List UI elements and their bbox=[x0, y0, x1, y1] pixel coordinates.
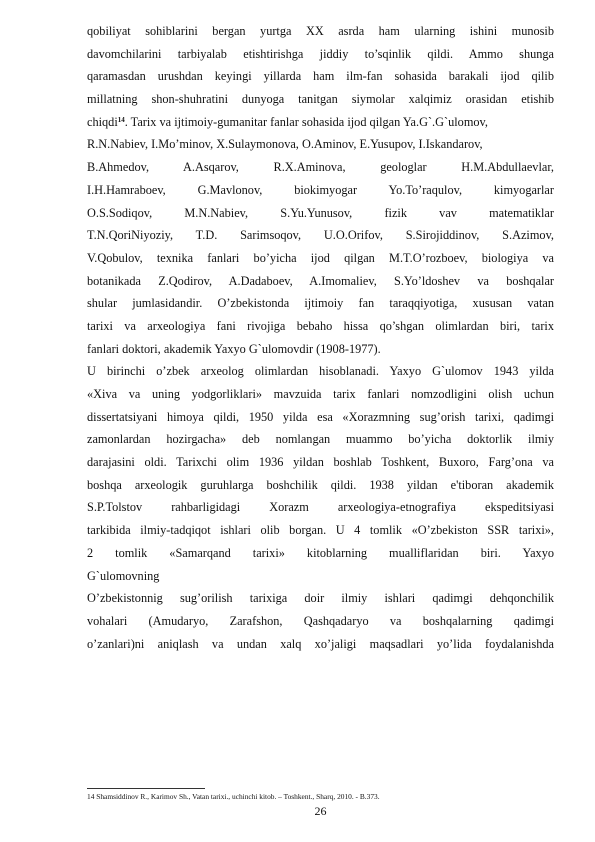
text-line: O’zbekistonnig sug’orilish tarixiga doir ilmiy ishlari qadimgi dehqonchilik bbox=[87, 591, 554, 606]
footnote-marker: 14 bbox=[117, 115, 125, 124]
text-line: G`ulomovning bbox=[87, 568, 160, 583]
text-line: dissertatsiyani himoya qildi, 1950 yilda esa «Xorazmning sug’orish tarixi, qadimgi bbox=[87, 409, 554, 424]
text-line: fanlari doktori, akademik Yaxyo G`ulomovdir (1908-1977). bbox=[87, 341, 381, 356]
text-line: B.Ahmedov, A.Asqarov, R.X.Aminova, geologlar H.M.Abdullaevlar, bbox=[87, 160, 554, 175]
text-line: tarixi va arxeologiya fani rivojiga bebaho hissa qo’shgan olimlardan biri, tarix bbox=[87, 318, 554, 333]
text-line: zamonlardan hozirgacha» deb nomlangan muammo bo’yicha doktorlik ilmiy bbox=[87, 432, 554, 447]
page-number: 26 bbox=[314, 804, 327, 818]
document-body bbox=[87, 20, 554, 655]
text-line: U birinchi o’zbek arxeolog olimlardan hisoblanadi. Yaxyo G`ulomov 1943 yilda bbox=[87, 364, 554, 379]
text-line-with-footnote bbox=[87, 111, 554, 134]
text-line: T.N.QoriNiyoziy, T.D. Sarimsoqov, U.O.Orifov, S.Sirojiddinov, S.Azimov, bbox=[87, 228, 554, 243]
text-line: vohalari (Amudaryo, Zarafshon, Qashqadaryo va boshqalarning qadimgi bbox=[87, 613, 554, 628]
text-line: «Xiva va uning yodgorliklari» mavzuida tarix fanlari nomzodligini olish uchun bbox=[87, 387, 554, 401]
text-line: qobiliyat sohiblarini bergan yurtga XX asrda ham ularning ishini munosib bbox=[87, 24, 554, 38]
text-line: S.P.Tolstov rahbarligidagi Xorazm arxeologiya-etnografiya ekspeditsiyasi bbox=[87, 500, 554, 515]
text-line: o’zanlari)ni aniqlash va undan xalq xo’jaligi maqsadlari yo’lida foydalanishda bbox=[87, 636, 554, 651]
text-fragment: . Tarix va ijtimoiy-gumanitar fanlar sohasida ijod qilgan Ya.G`.G`ulomov, bbox=[124, 114, 488, 129]
text-line: qaramasdan urushdan keyingi yillarda ham ilm-fan sohasida barakali ijod qilib bbox=[87, 69, 554, 84]
text-line: millatning shon-shuhratini dunyoga tanitgan siymolar xalqimiz orasidan etishib bbox=[87, 92, 554, 107]
footnote: 14 Shamsiddinov R., Karimov Sh., Vatan tarixi., uchinchi kitob. – Toshkent., Sharq, 2010. - B.373. bbox=[87, 792, 380, 801]
text-line: R.N.Nabiev, I.Mo’minov, X.Sulaymonova, O.Aminov, E.Yusupov, I.Iskandarov, bbox=[87, 137, 483, 152]
text-line: O.S.Sodiqov, M.N.Nabiev, S.Yu.Yunusov, fizik vav matematiklar bbox=[87, 205, 554, 220]
text-line: boshqa arxeologik guruhlarga boshchilik qildi. 1938 yildan e'tiboran akademik bbox=[87, 477, 554, 492]
text-line: shular jumlasidandir. O’zbekistonda ijtimoiy fan taraqqiyotiga, xususan vatan bbox=[87, 296, 554, 311]
text-fragment: chiqdi bbox=[87, 114, 118, 129]
text-line: davomchilarini tarbiyalab etishtirishga jiddiy to’sqinlik qildi. Ammo shunga bbox=[87, 46, 554, 61]
footnote-divider bbox=[87, 788, 205, 789]
text-line: I.H.Hamraboev, G.Mavlonov, biokimyogar Yo.To’raqulov, kimyogarlar bbox=[87, 182, 554, 197]
text-line: tarkibida ilmiy-tadqiqot ishlari olib borgan. U 4 tomlik «O’zbekiston SSR tarixi», bbox=[87, 523, 554, 538]
text-line: 2 tomlik «Samarqand tarixi» kitoblarning mualliflaridan biri. Yaxyo bbox=[87, 545, 554, 560]
text-line: botanikada Z.Qodirov, A.Dadaboev, A.Imomaliev, S.Yo’ldoshev va boshqalar bbox=[87, 273, 554, 288]
text-line: V.Qobulov, texnika fanlari bo’yicha ijod qilgan M.T.O’rozboev, biologiya va bbox=[87, 250, 554, 265]
text-line: darajasini oldi. Tarixchi olim 1936 yildan boshlab Toshkent, Buxoro, Farg’ona va bbox=[87, 455, 554, 470]
